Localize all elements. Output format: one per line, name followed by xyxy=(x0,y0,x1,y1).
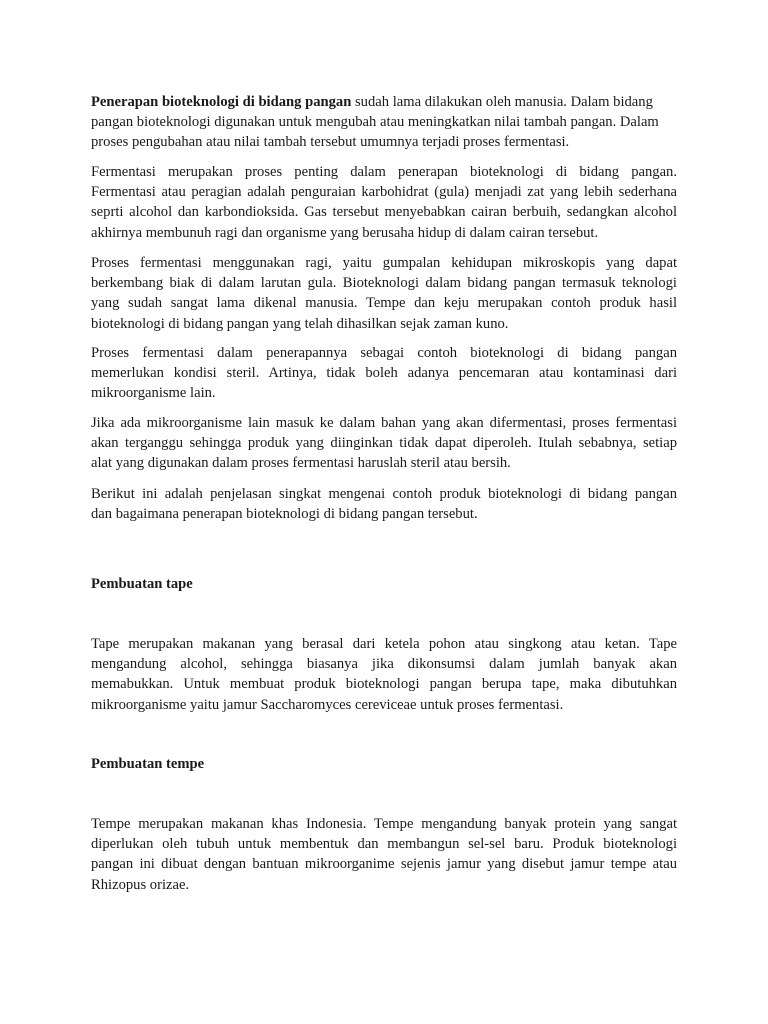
text-line: alat yang digunakan dalam proses fermentasi haruslah steril atau bersih. xyxy=(91,455,511,472)
text-line: Proses fermentasi dalam penerapannya sebagai contoh bioteknologi di bidang pangan xyxy=(91,345,677,361)
text-line: Berikut ini adalah penjelasan singkat mengenai contoh produk bioteknologi di bidang pangan xyxy=(91,486,677,502)
text-line: dan bagaimana penerapan bioteknologi di bidang pangan tersebut. xyxy=(91,506,478,523)
text-line: mikroorganisme lain. xyxy=(91,385,216,402)
text-line: Jika ada mikroorganisme lain masuk ke dalam bahan yang akan difermentasi, proses fermentasi xyxy=(91,415,677,431)
text-line: Penerapan bioteknologi di bidang pangan sudah lama dilakukan oleh manusia. Dalam bidang xyxy=(91,94,653,110)
text-line: yang sudah sangat lama dikenal manusia. Tempe dan keju merupakan contoh produk hasil xyxy=(91,295,677,312)
text-line: memabukkan. Untuk membuat produk bioteknologi pangan berupa tape, maka dibutuhkan xyxy=(91,676,677,693)
text-line: Tempe merupakan makanan khas Indonesia. Tempe mengandung banyak protein yang sangat xyxy=(91,816,677,832)
text-line: bioteknologi di bidang pangan yang telah dihasilkan sejak zaman kuno. xyxy=(91,315,509,332)
paragraph-kontaminasi xyxy=(91,413,677,474)
text-line: Tape merupakan makanan yang berasal dari ketela pohon atau singkong atau ketan. Tape xyxy=(91,636,677,652)
text-line: Rhizopus orizae. xyxy=(91,876,190,893)
paragraph-berikut xyxy=(91,484,677,524)
text-line: Fermentasi atau peragian adalah penguraian karbohidrat (gula) menjadi zat yang lebih sederhana xyxy=(91,184,677,201)
text-line: pangan bioteknologi digunakan untuk mengubah atau meningkatkan nilai tambah pangan. Dalam xyxy=(91,114,659,131)
heading-pembuatan-tape: Pembuatan tape xyxy=(91,576,193,592)
bold-lead: Penerapan bioteknologi di bidang pangan xyxy=(91,94,352,110)
paragraph-intro xyxy=(91,92,677,153)
text-line: proses pengubahan atau nilai tambah tersebut umumnya terjadi proses fermentasi. xyxy=(91,134,570,151)
text-line: akan terganggu sehingga produk yang diinginkan tidak dapat diperoleh. Itulah sebabnya, setiap xyxy=(91,435,677,452)
text-line: mikroorganisme yaitu jamur Saccharomyces cereviceae untuk proses fermentasi. xyxy=(91,696,564,713)
text-line: Fermentasi merupakan proses penting dalam penerapan bioteknologi di bidang pangan. xyxy=(91,164,677,180)
text-line: Proses fermentasi menggunakan ragi, yaitu gumpalan kehidupan mikroskopis yang dapat xyxy=(91,255,677,271)
text-line: akhirnya membunuh ragi dan organisme yang berusaha hidup di dalam cairan tersebut. xyxy=(91,224,599,241)
text-line: diperlukan oleh tubuh untuk membentuk dan membangun sel-sel baru. Produk bioteknologi xyxy=(91,836,677,853)
heading-pembuatan-tempe: Pembuatan tempe xyxy=(91,756,205,772)
paragraph-tempe xyxy=(91,814,677,895)
paragraph-steril xyxy=(91,343,677,404)
text-line: mengandung alcohol, sehingga biasanya jika dikonsumsi dalam jumlah banyak akan xyxy=(91,656,677,673)
text-line: berkembang biak di dalam larutan gula. Bioteknologi dalam bidang pangan termasuk teknologi xyxy=(91,275,677,292)
paragraph-fermentasi xyxy=(91,162,677,243)
paragraph-tape xyxy=(91,634,677,715)
paragraph-ragi xyxy=(91,253,677,334)
text-line: memerlukan kondisi steril. Artinya, tidak boleh adanya pencemaran atau kontaminasi dari xyxy=(91,365,677,382)
text-line: pangan ini dibuat dengan bantuan mikroorganime sejenis jamur yang disebut jamur tempe atau xyxy=(91,856,677,873)
text-line: seprti alcohol dan karbondioksida. Gas tersebut menyebabkan cairan berbuih, sedangkan alcohol xyxy=(91,204,677,221)
